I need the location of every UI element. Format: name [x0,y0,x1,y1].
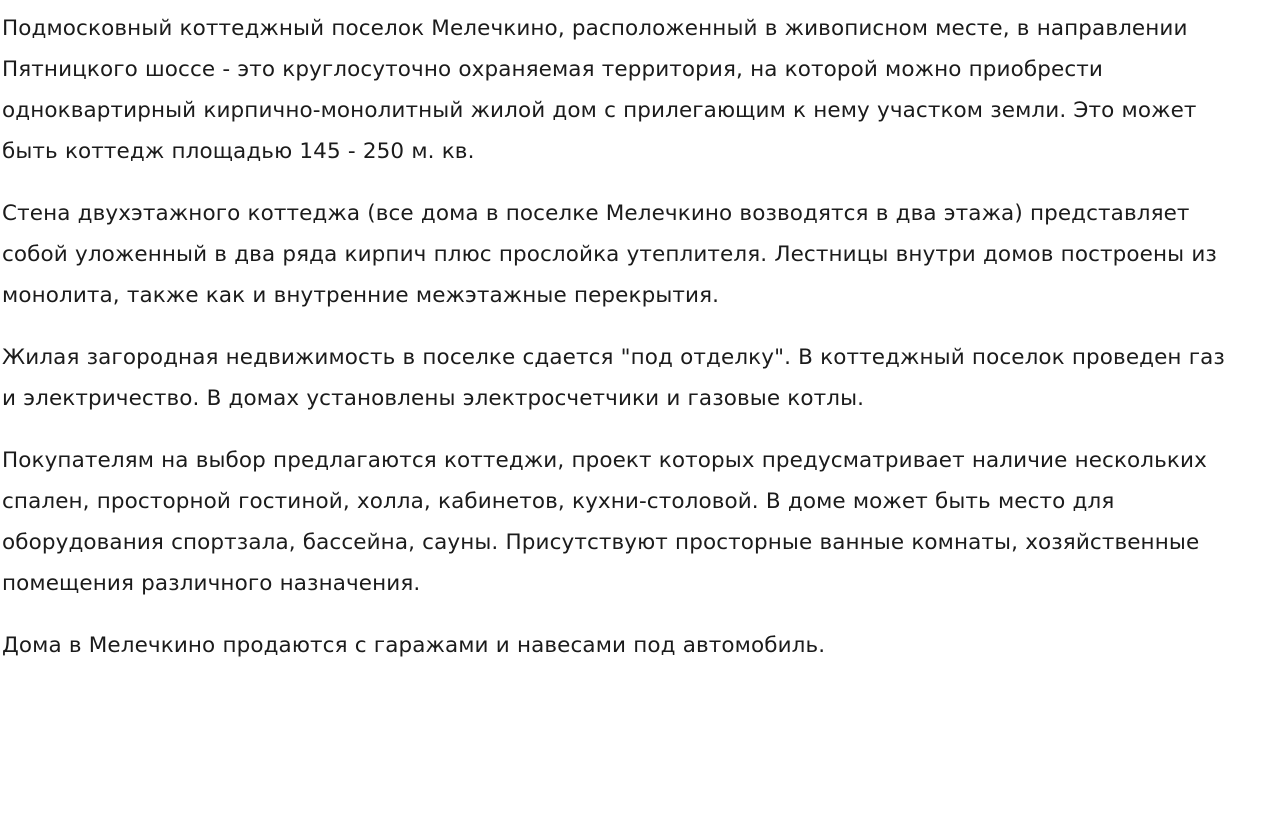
paragraph: Жилая загородная недвижимость в поселке сдается "под отделку". В коттеджный поселок проведен газ и электричество. В домах установлены электросчетчики и газовые котлы. [2,345,1225,411]
paragraph: Покупателям на выбор предлагаются коттеджи, проект которых предусматривает наличие нескольких спален, просторной гостиной, холла, кабинетов, кухни-столовой. В доме может быть место для оборудования спортзала, бассейна, сауны. Присутствуют просторные ванные комнаты, хозяйственные помещения различного назначения. [2,448,1207,596]
paragraph: Подмосковный коттеджный поселок Мелечкино, расположенный в живописном месте, в направлении Пятницкого шоссе - это круглосуточно охраняемая территория, на которой можно приобрести одноквартирный кирпично-монолитный жилой дом с прилегающим к нему участком земли. Это может быть коттедж площадью 145 - 250 м. кв. [2,16,1197,164]
paragraph: Дома в Мелечкино продаются с гаражами и навесами под автомобиль. [2,633,826,658]
paragraph: Стена двухэтажного коттеджа (все дома в поселке Мелечкино возводятся в два этажа) представляет собой уложенный в два ряда кирпич плюс прослойка утеплителя. Лестницы внутри домов построены из монолита, также как и внутренние межэтажные перекрытия. [2,201,1217,308]
